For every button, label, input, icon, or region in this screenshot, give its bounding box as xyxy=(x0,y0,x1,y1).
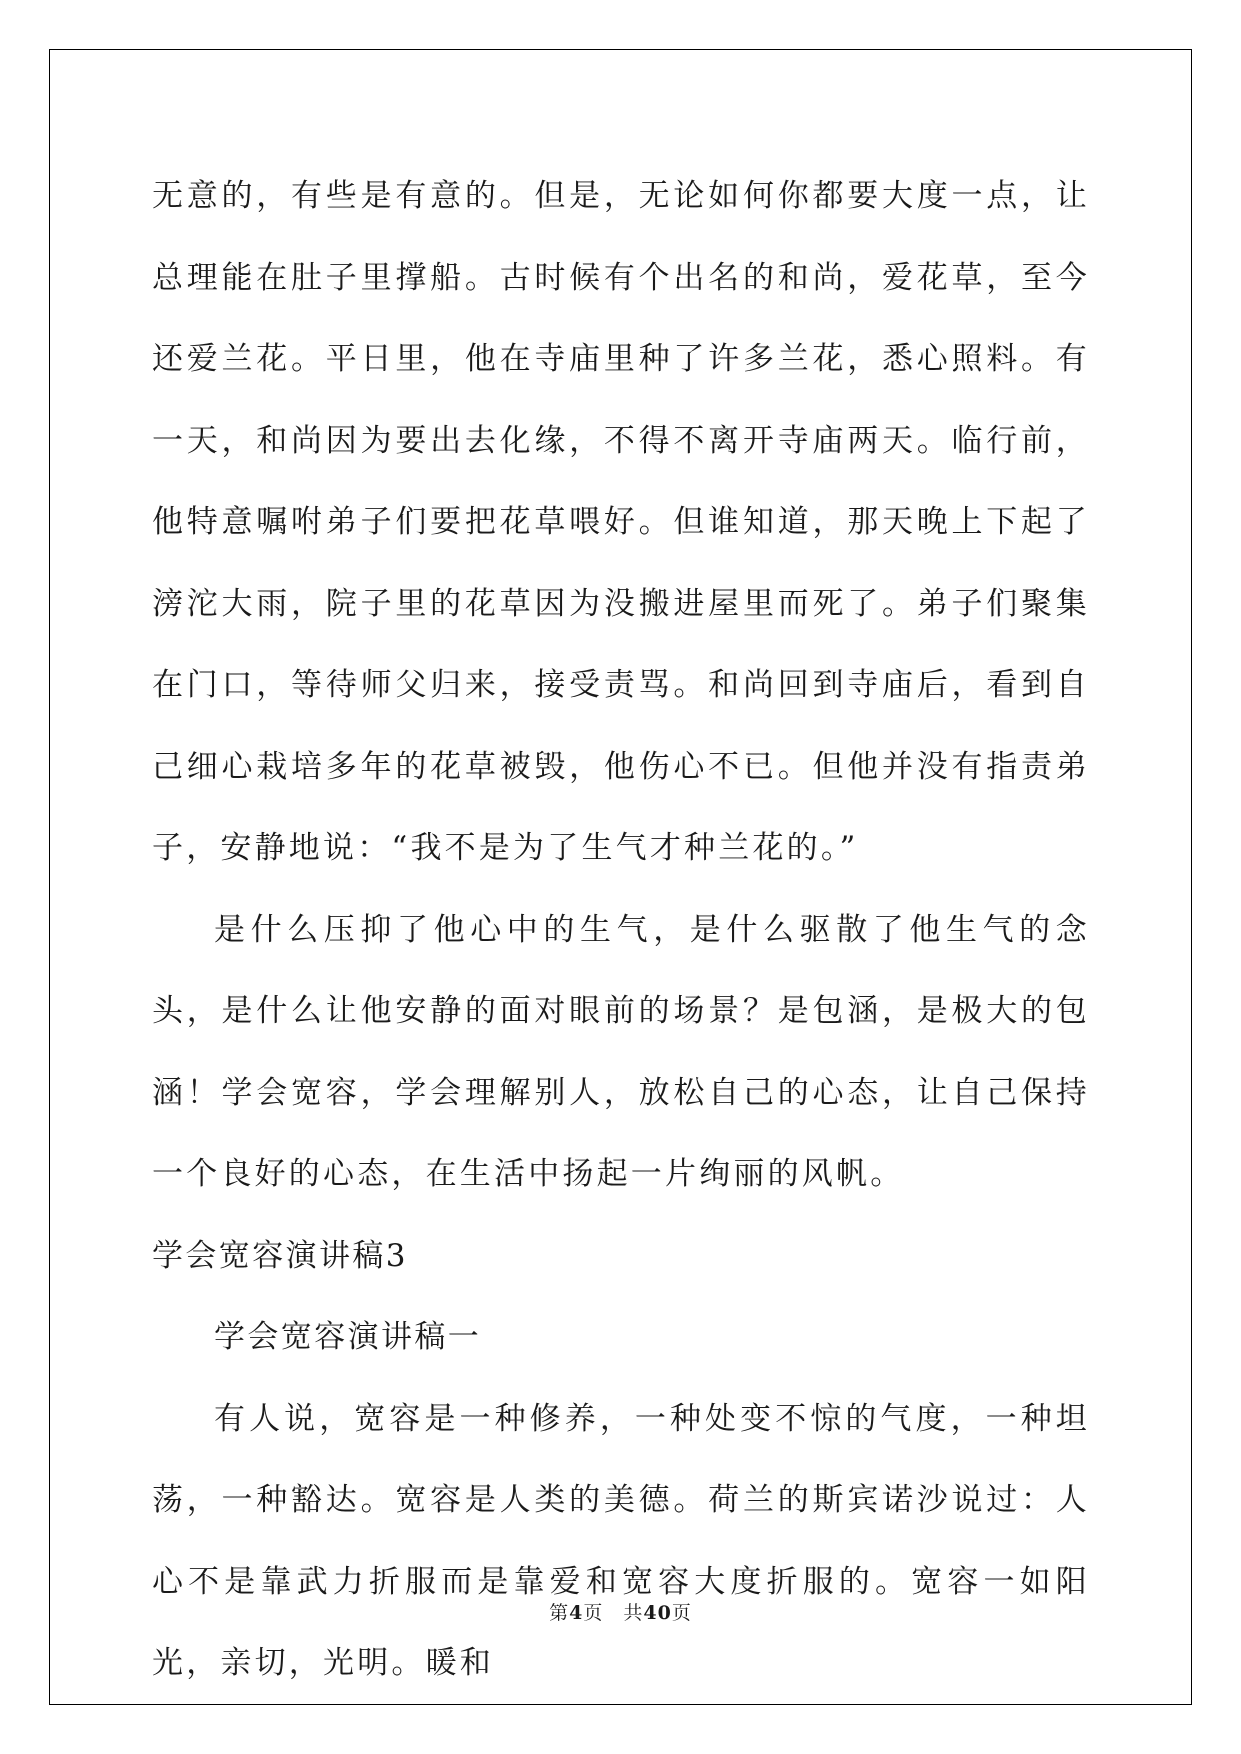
sub-heading: 学会宽容演讲稿一 xyxy=(214,1319,482,1355)
body-paragraph: 有人说，宽容是一种修养，一种处变不惊的气度，一种坦荡，一种豁达。宽容是人类的美德。荷兰的斯宾诺沙说过：人心不是靠武力折服而是靠爱和宽容大度折服的。宽容一如阳光，亲切，光明。暖和 xyxy=(152,1400,1090,1681)
footer-total-suffix: 页 xyxy=(671,1602,692,1624)
footer-total-pages: 40 xyxy=(643,1602,672,1624)
document-body xyxy=(152,156,1090,1705)
footer-page-prefix: 第 xyxy=(549,1602,570,1624)
footer-total-prefix: 共 xyxy=(623,1602,644,1624)
footer-page-number: 4 xyxy=(569,1602,584,1624)
footer-page-suffix: 页 xyxy=(583,1602,604,1624)
body-paragraph: 是什么压抑了他心中的生气，是什么驱散了他生气的念头，是什么让他安静的面对眼前的场景？是包涵，是极大的包涵！学会宽容，学会理解别人，放松自己的心态，让自己保持一个良好的心态，在生活中扬起一片绚丽的风帆。 xyxy=(152,911,1090,1192)
section-heading: 学会宽容演讲稿3 xyxy=(152,1237,408,1274)
page-footer xyxy=(0,1598,1241,1625)
body-paragraph: 无意的，有些是有意的。但是，无论如何你都要大度一点，让总理能在肚子里撑船。古时候有个出名的和尚，爱花草，至今还爱兰花。平日里，他在寺庙里种了许多兰花，悉心照料。有一天，和尚因为要出去化缘，不得不离开寺庙两天。临行前，他特意嘱咐弟子们要把花草喂好。但谁知道，那天晚上下起了滂沱大雨，院子里的花草因为没搬进屋里而死了。弟子们聚集在门口，等待师父归来，接受责骂。和尚回到寺庙后，看到自己细心栽培多年的花草被毁，他伤心不已。但他并没有指责弟子，安静地说：“我不是为了生气才种兰花的。” xyxy=(152,178,1090,866)
